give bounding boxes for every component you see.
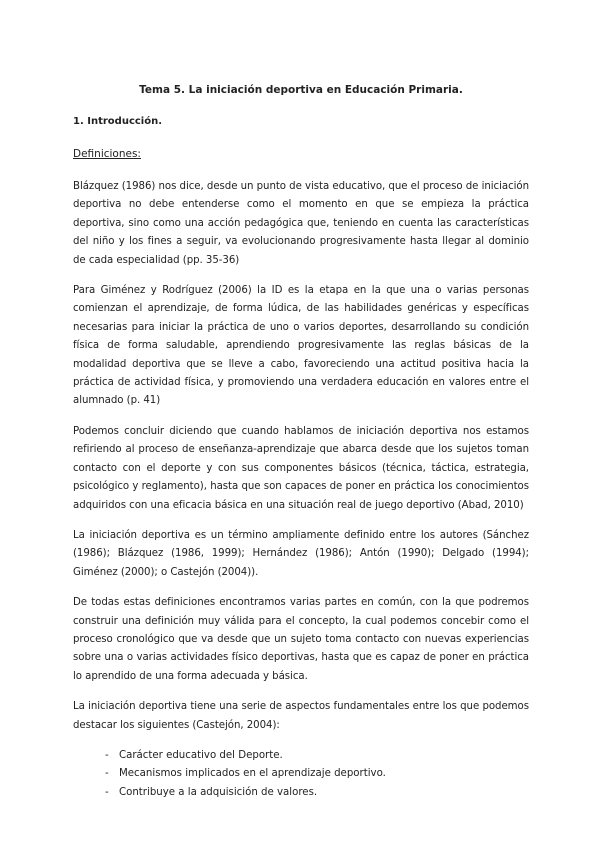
bullet-dash: - <box>105 768 109 780</box>
paragraph: Podemos concluir diciendo que cuando hablamos de iniciación deportiva nos estamos refiriendo al proceso de enseñanza-aprendizaje que abarca desde que los sujetos toman contacto con el deporte y con sus componentes básicos (técnica, táctica, estrategia, psicológico y reglamento), hasta que son capaces de poner en práctica los conocimientos adquiridos con una eficacia básica en una situación real de juego deportivo (Abad, 2010) <box>73 425 529 511</box>
paragraph: La iniciación deportiva tiene una serie de aspectos fundamentales entre los que podemos destacar los siguientes (Castejón, 2004): <box>73 701 529 731</box>
list-item <box>105 747 529 765</box>
list-item-text: Carácter educativo del Deporte. <box>119 749 283 761</box>
list-item <box>105 784 529 802</box>
document-title: Tema 5. La iniciación deportiva en Educación Primaria. <box>139 84 463 96</box>
bullet-dash: - <box>105 786 109 798</box>
bullet-dash: - <box>105 749 109 761</box>
document-page <box>73 82 529 802</box>
paragraph: Blázquez (1986) nos dice, desde un punto de vista educativo, que el proceso de iniciación deportiva no debe entenderse como el momento en que se empieza la práctica deportiva, sino como una acción pedagógica que, teniendo en cuenta las características del niño y los fines a seguir, va evolucionando progresivamente hasta llegar al dominio de cada especialidad (pp. 35-36) <box>73 181 529 266</box>
paragraph: La iniciación deportiva es un término ampliamente definido entre los autores (Sánchez (1986); Blázquez (1986, 1999); Hernández (1986); Antón (1990); Delgado (1994); Giménez (2000); o Castejón (2004)). <box>73 529 529 578</box>
list-item-text: Contribuye a la adquisición de valores. <box>119 786 318 798</box>
paragraph: Para Giménez y Rodríguez (2006) la ID es la etapa en la que una o varias personas comienzan el aprendizaje, de forma lúdica, de las habilidades genéricas y específicas necesarias para iniciar la práctica de uno o varios deportes, desarrollando su condición física de forma saludable, aprendiendo progresivamente las reglas básicas de la modalidad deportiva que se lleve a cabo, favoreciendo una actitud positiva hacia la práctica de actividad física, y promoviendo una verdadera educación en valores entre el alumnado (p. 41) <box>73 285 529 407</box>
section-heading: 1. Introducción. <box>73 116 163 127</box>
definitions-subheading: Definiciones: <box>73 148 141 160</box>
list-item-text: Mecanismos implicados en el aprendizaje deportivo. <box>119 768 386 780</box>
aspects-list <box>73 747 529 802</box>
list-item <box>105 765 529 783</box>
paragraph: De todas estas definiciones encontramos varias partes en común, con la que podremos construir una definición muy válida para el concepto, la cual podemos concebir como el proceso cronológico que va desde que un sujeto toma contacto con nuevas experiencias sobre una o varias actividades físico deportivas, hasta que es capaz de poner en práctica lo aprendido de una forma adecuada y básica. <box>73 597 529 682</box>
